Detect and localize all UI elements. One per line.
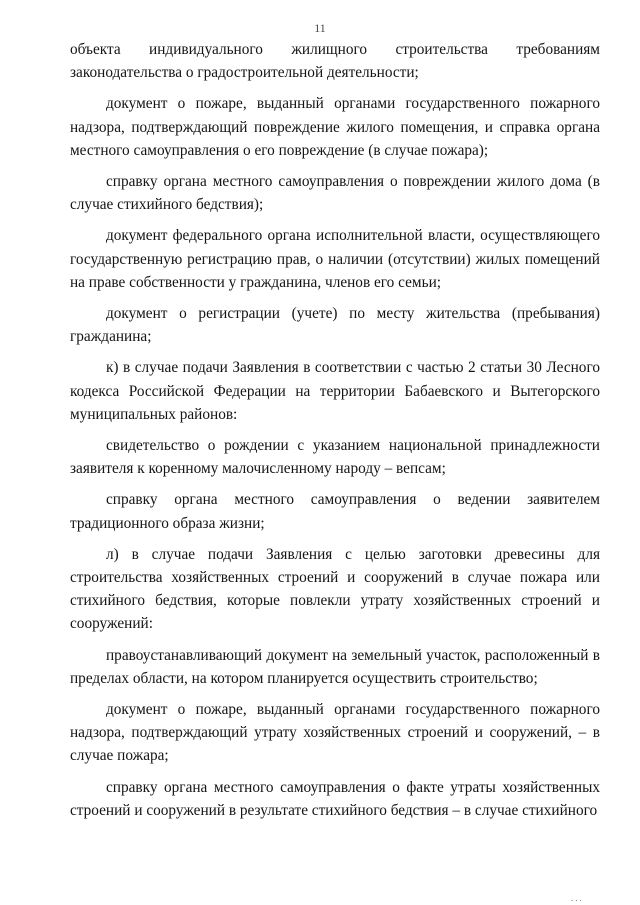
paragraph-traditional-lifestyle: справку органа местного самоуправления о ведении заявителем традиционного образа жизни; — [70, 491, 600, 532]
paragraph-fire-document: документ о пожаре, выданный органами государственного пожарного надзора, подтверждающий повреждение жилого помещения, и справка органа местного самоуправления о его повреждение (в случае пожара); — [70, 95, 600, 159]
document-body — [70, 38, 600, 830]
paragraph-disaster-loss-certificate: справку органа местного самоуправления о факте утраты хозяйственных строений и сооружений в результате стихийного бедствия – в случае стихийного — [70, 778, 600, 819]
paragraph-residence-registration: документ о регистрации (учете) по месту жительства (пребывания) гражданина; — [70, 305, 600, 346]
paragraph-item-k: к) в случае подачи Заявления в соответствии с частью 2 статьи 30 Лесного кодекса Российской Федерации на территории Бабаевского и Вытегорского муниципальных районов: — [70, 359, 600, 423]
paragraph-land-title: правоустанавливающий документ на земельный участок, расположенный в пределах области, на котором планируется осуществить строительство; — [70, 646, 600, 687]
paragraph-disaster-certificate: справку органа местного самоуправления о повреждении жилого дома (в случае стихийного бедствия); — [70, 173, 600, 214]
scan-corner-mark: ... — [571, 893, 584, 903]
paragraph-birth-certificate: свидетельство о рождении с указанием национальной принадлежности заявителя к коренному малочисленному народу – вепсам; — [70, 437, 600, 478]
paragraph-item-l: л) в случае подачи Заявления с целью заготовки древесины для строительства хозяйственных строений и сооружений в случае пожара или стихийного бедствия, которые повлекли утрату хозяйственных строений и сооружений: — [70, 545, 600, 633]
paragraph-property-registry: документ федерального органа исполнительной власти, осуществляющего государственную регистрацию прав, о наличии (отсутствии) жилых помещений на праве собственности у гражданина, членов его семьи; — [70, 227, 600, 291]
paragraph-fire-loss-document: документ о пожаре, выданный органами государственного пожарного надзора, подтверждающий утрату хозяйственных строений и сооружений, – в случае пожара; — [70, 701, 600, 765]
paragraph-continuation: объекта индивидуального жилищного строительства требованиям законодательства о градостроительной деятельности; — [70, 41, 600, 82]
page-number: 11 — [314, 21, 326, 35]
